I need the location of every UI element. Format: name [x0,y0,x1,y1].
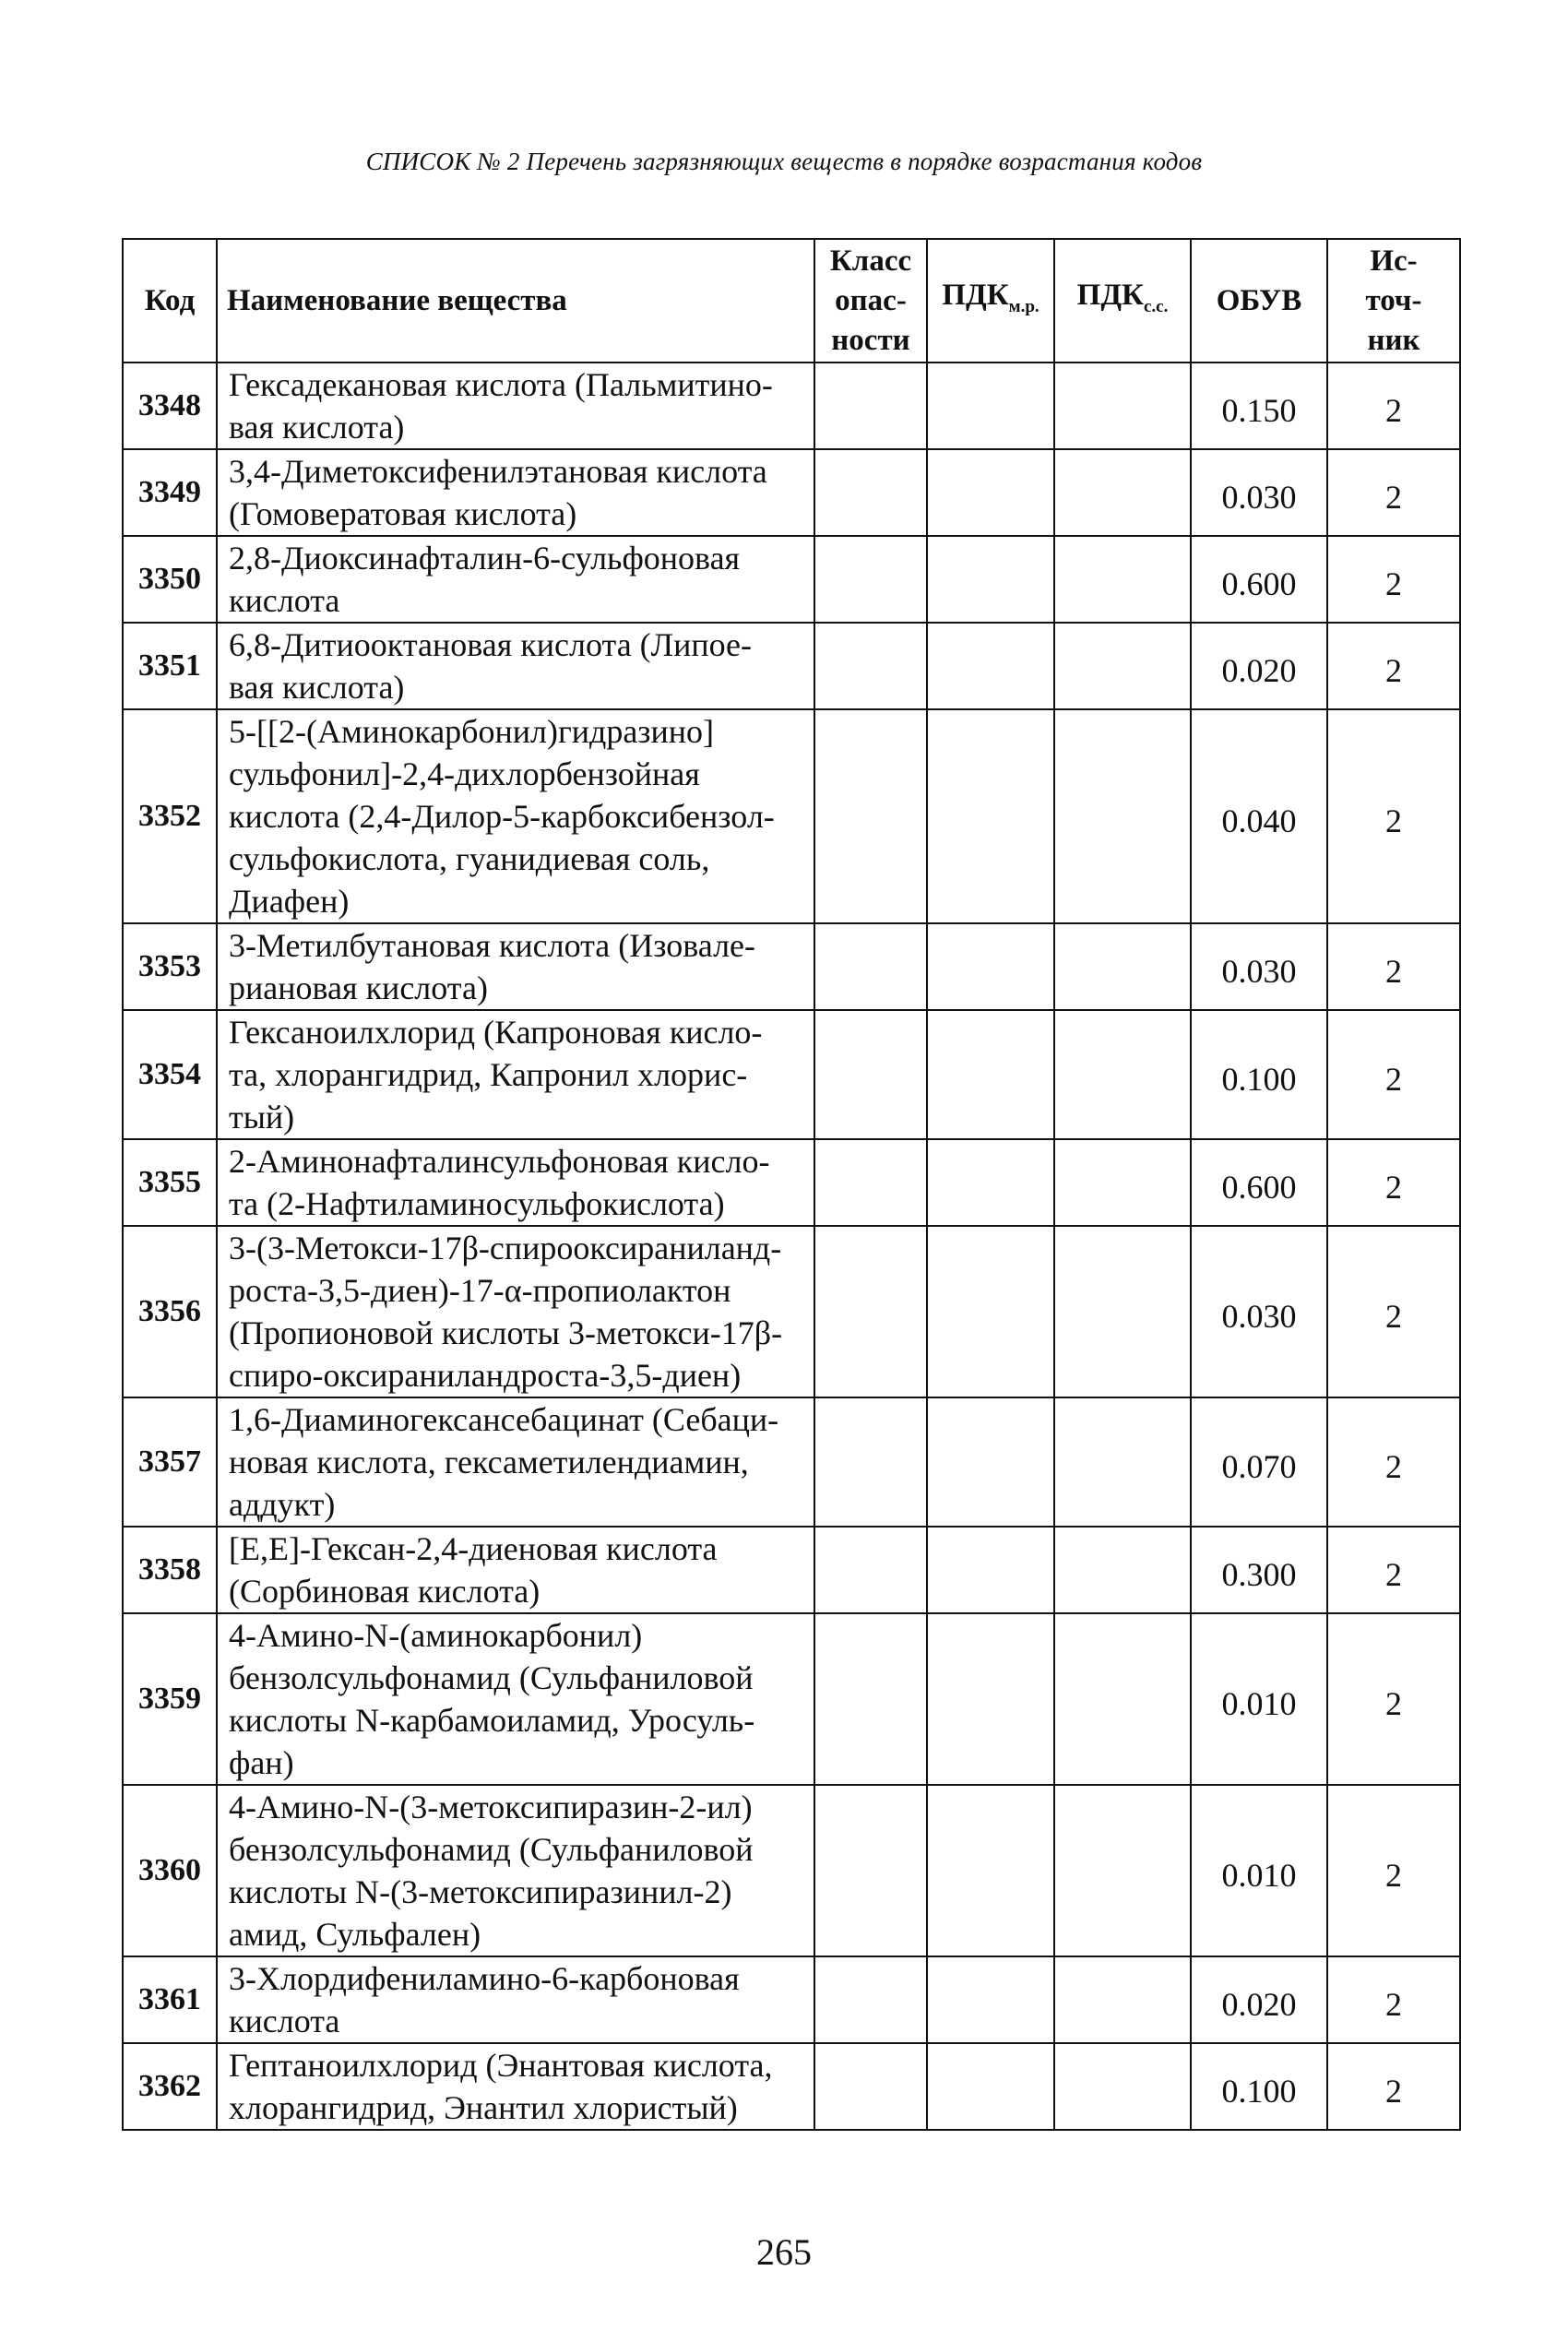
source-cell: 2 [1327,1139,1460,1226]
substance-name-line: Гексадекановая кислота (Пальмитино- [229,366,773,403]
substance-name-line: кислоты N-карбамоиламид, Уросуль- [229,1702,755,1739]
table-row [123,623,1460,709]
substance-name-line: сульфонил]-2,4-дихлорбензойная [229,755,700,792]
hazard-class-cell [814,1397,927,1527]
substance-code-cell: 3353 [123,923,217,1010]
hazard-class-cell [814,2043,927,2130]
col-header-pdk-mr [927,239,1054,363]
substance-name-cell [217,623,814,709]
substance-name-cell [217,1785,814,1956]
substance-name-line: бензолсульфонамид (Сульфаниловой [229,1831,754,1868]
source-cell: 2 [1327,1010,1460,1139]
table-row [123,1226,1460,1397]
hazard-class-cell [814,1010,927,1139]
substance-name-line: аддукт) [229,1486,336,1523]
table-row [123,449,1460,536]
substance-code-cell: 3348 [123,363,217,449]
pdk-mr-cell [927,1527,1054,1613]
substance-name-cell [217,363,814,449]
table-header-row [123,239,1460,363]
pdk-ss-cell [1054,1397,1191,1527]
substance-name-line: 2-Аминонафталинсульфоновая кисло- [229,1143,770,1180]
pdk-ss-cell [1054,1785,1191,1956]
substance-name-line: кислота [229,2003,340,2039]
obuv-value-cell: 0.020 [1191,1956,1327,2043]
substance-name-line: вая кислота) [229,409,405,446]
substance-name-line: (Пропионовой кислоты 3-метокси-17β- [229,1314,783,1351]
pdk-mr-cell [927,1613,1054,1785]
pdk-mr-cell [927,1010,1054,1139]
pdk-mr-cell [927,363,1054,449]
substance-name-line: новая кислота, гексаметилендиамин, [229,1444,749,1480]
source-cell: 2 [1327,1956,1460,2043]
source-cell: 2 [1327,1226,1460,1397]
obuv-value-cell: 0.600 [1191,536,1327,623]
pdk-ss-cell [1054,1527,1191,1613]
obuv-value-cell: 0.600 [1191,1139,1327,1226]
substance-name-line: та, хлорангидрид, Капронил хлорис- [229,1056,748,1093]
substance-name-line: вая кислота) [229,669,405,706]
substance-name-line: 3-Метилбутановая кислота (Изовале- [229,927,756,964]
pdk-mr-cell [927,709,1054,923]
substance-code-cell: 3356 [123,1226,217,1397]
substance-name-line: Гексаноилхлорид (Капроновая кисло- [229,1014,763,1051]
obuv-value-cell: 0.020 [1191,623,1327,709]
pdk-ss-cell [1054,923,1191,1010]
table-row [123,536,1460,623]
substance-name-line: тый) [229,1099,295,1135]
obuv-value-cell: 0.100 [1191,2043,1327,2130]
hazard-class-line: Класс [829,244,912,278]
substance-name-line: амид, Сульфален) [229,1916,481,1953]
substance-name-line: (Гомовератовая кислота) [229,495,577,532]
pdk-mr-cell [927,1226,1054,1397]
col-header-hazard-class [814,239,927,363]
hazard-class-cell [814,1226,927,1397]
substance-name-line: кислоты N-(3-метоксипиразинил-2) [229,1873,732,1910]
hazard-class-cell [814,1956,927,2043]
substances-table-container [122,238,1459,2131]
obuv-value-cell: 0.010 [1191,1785,1327,1956]
pdk-ss-subscript: с.с. [1143,296,1169,316]
pdk-mr-cell [927,449,1054,536]
hazard-class-cell [814,1139,927,1226]
pdk-ss-cell [1054,449,1191,536]
source-cell: 2 [1327,1785,1460,1956]
hazard-class-cell [814,623,927,709]
col-header-obuv: ОБУВ [1191,239,1327,363]
hazard-class-cell [814,1613,927,1785]
pdk-ss-cell [1054,2043,1191,2130]
substance-name-cell [217,709,814,923]
source-cell: 2 [1327,923,1460,1010]
pdk-mr-cell [927,536,1054,623]
substance-name-line: кислота [229,582,340,619]
substance-name-line: [E,E]-Гексан-2,4-диеновая кислота [229,1530,718,1567]
pdk-mr-cell [927,923,1054,1010]
substance-code-cell: 3355 [123,1139,217,1226]
source-cell: 2 [1327,1613,1460,1785]
substance-name-cell [217,1956,814,2043]
col-header-name: Наименование вещества [217,239,814,363]
page-title: СПИСОК № 2 Перечень загрязняющих веществ в порядке возрастания кодов [365,148,1203,175]
pdk-mr-cell [927,1785,1054,1956]
source-header-line: Ис- [1370,244,1418,278]
table-row [123,1527,1460,1613]
hazard-class-cell [814,363,927,449]
substance-name-line: 1,6-Диаминогексансебацинат (Себаци- [229,1401,779,1438]
table-row [123,1785,1460,1956]
substance-name-line: та (2-Нафтиламиносульфокислота) [229,1185,725,1222]
substance-name-line: Диафен) [229,883,350,920]
substance-name-cell [217,923,814,1010]
source-header-line: ник [1367,323,1420,357]
substance-code-cell: 3358 [123,1527,217,1613]
obuv-value-cell: 0.030 [1191,1226,1327,1397]
source-cell: 2 [1327,1397,1460,1527]
substance-name-line: кислота (2,4-Дилор-5-карбоксибензол- [229,798,775,835]
table-row [123,2043,1460,2130]
hazard-class-cell [814,923,927,1010]
substance-name-line: фан) [229,1744,294,1781]
pdk-ss-cell [1054,536,1191,623]
pdk-ss-cell [1054,1010,1191,1139]
table-row [123,1010,1460,1139]
pdk-ss-cell [1054,1613,1191,1785]
substance-name-line: хлорангидрид, Энантил хлористый) [229,2089,738,2126]
substance-name-line: Гептаноилхлорид (Энантовая кислота, [229,2047,773,2084]
substance-name-cell [217,2043,814,2130]
hazard-class-cell [814,709,927,923]
table-row [123,1956,1460,2043]
pdk-ss-cell [1054,363,1191,449]
source-cell: 2 [1327,1527,1460,1613]
substance-code-cell: 3362 [123,2043,217,2130]
table-row [123,1397,1460,1527]
substance-code-cell: 3357 [123,1397,217,1527]
substance-name-cell [217,1139,814,1226]
pdk-ss-cell [1054,1226,1191,1397]
hazard-class-cell [814,449,927,536]
substance-name-line: спиро-оксиранилaндроста-3,5-диен) [229,1357,742,1394]
hazard-class-cell [814,1785,927,1956]
substance-code-cell: 3354 [123,1010,217,1139]
pdk-mr-cell [927,1956,1054,2043]
substance-name-line: 6,8-Дитиооктановая кислота (Липое- [229,626,753,663]
obuv-value-cell: 0.100 [1191,1010,1327,1139]
substance-code-cell: 3360 [123,1785,217,1956]
substance-name-line: 4-Амино-N-(аминокарбонил) [229,1617,643,1654]
substance-name-line: 4-Амино-N-(3-метоксипиразин-2-ил) [229,1789,753,1825]
col-header-pdk-ss [1054,239,1191,363]
pdk-mr-label: ПДК [942,278,1009,312]
substance-name-line: 3-Хлордифениламино-6-карбоновая [229,1960,740,1997]
table-row [123,1613,1460,1785]
substance-name-line: 3-(3-Метокси-17β-спирооксираниланд- [229,1230,782,1266]
substances-table [122,238,1461,2131]
source-cell: 2 [1327,623,1460,709]
substance-code-cell: 3351 [123,623,217,709]
pdk-mr-cell [927,1139,1054,1226]
substance-code-cell: 3359 [123,1613,217,1785]
substance-name-cell [217,1010,814,1139]
pdk-ss-cell [1054,709,1191,923]
obuv-value-cell: 0.040 [1191,709,1327,923]
substance-name-cell [217,536,814,623]
substance-name-cell [217,1613,814,1785]
pdk-mr-cell [927,623,1054,709]
substance-name-cell [217,1527,814,1613]
substance-name-cell [217,1397,814,1527]
substance-name-line: риановая кислота) [229,969,488,1006]
substance-code-cell: 3350 [123,536,217,623]
source-cell: 2 [1327,363,1460,449]
page-number: 265 [756,2231,812,2273]
obuv-value-cell: 0.030 [1191,923,1327,1010]
table-row [123,363,1460,449]
substance-name-line: 5-[[2-(Аминокарбонил)гидразино] [229,713,715,750]
hazard-class-cell [814,536,927,623]
pdk-mr-cell [927,2043,1054,2130]
substance-code-cell: 3349 [123,449,217,536]
table-row [123,1139,1460,1226]
obuv-value-cell: 0.300 [1191,1527,1327,1613]
source-cell: 2 [1327,2043,1460,2130]
substance-name-cell [217,1226,814,1397]
substance-code-cell: 3361 [123,1956,217,2043]
obuv-value-cell: 0.010 [1191,1613,1327,1785]
source-cell: 2 [1327,449,1460,536]
substance-name-line: роста-3,5-диен)-17-α-пропиолактон [229,1272,731,1309]
hazard-class-line: ности [831,323,910,357]
pdk-mr-subscript: м.р. [1008,296,1039,316]
substance-name-line: бензолсульфонамид (Сульфаниловой [229,1659,754,1696]
col-header-source [1327,239,1460,363]
table-row [123,709,1460,923]
pdk-mr-cell [927,1397,1054,1527]
hazard-class-cell [814,1527,927,1613]
pdk-ss-label: ПДК [1076,278,1144,312]
source-header-line: точ- [1365,283,1422,317]
obuv-value-cell: 0.070 [1191,1397,1327,1527]
source-cell: 2 [1327,709,1460,923]
pdk-ss-cell [1054,1956,1191,2043]
pdk-ss-cell [1054,623,1191,709]
substance-name-line: 3,4-Диметоксифенилэтановая кислота [229,453,767,490]
source-cell: 2 [1327,536,1460,623]
substance-name-line: 2,8-Диоксинафталин-6-сульфоновая [229,540,741,577]
pdk-ss-cell [1054,1139,1191,1226]
obuv-value-cell: 0.150 [1191,363,1327,449]
col-header-code: Код [123,239,217,363]
substance-code-cell: 3352 [123,709,217,923]
substance-name-cell [217,449,814,536]
table-row [123,923,1460,1010]
hazard-class-line: опас- [835,283,907,317]
obuv-value-cell: 0.030 [1191,449,1327,536]
substance-name-line: (Сорбиновая кислота) [229,1573,540,1610]
substance-name-line: сульфокислота, гуанидиевая соль, [229,840,710,877]
table-body [123,363,1460,2130]
